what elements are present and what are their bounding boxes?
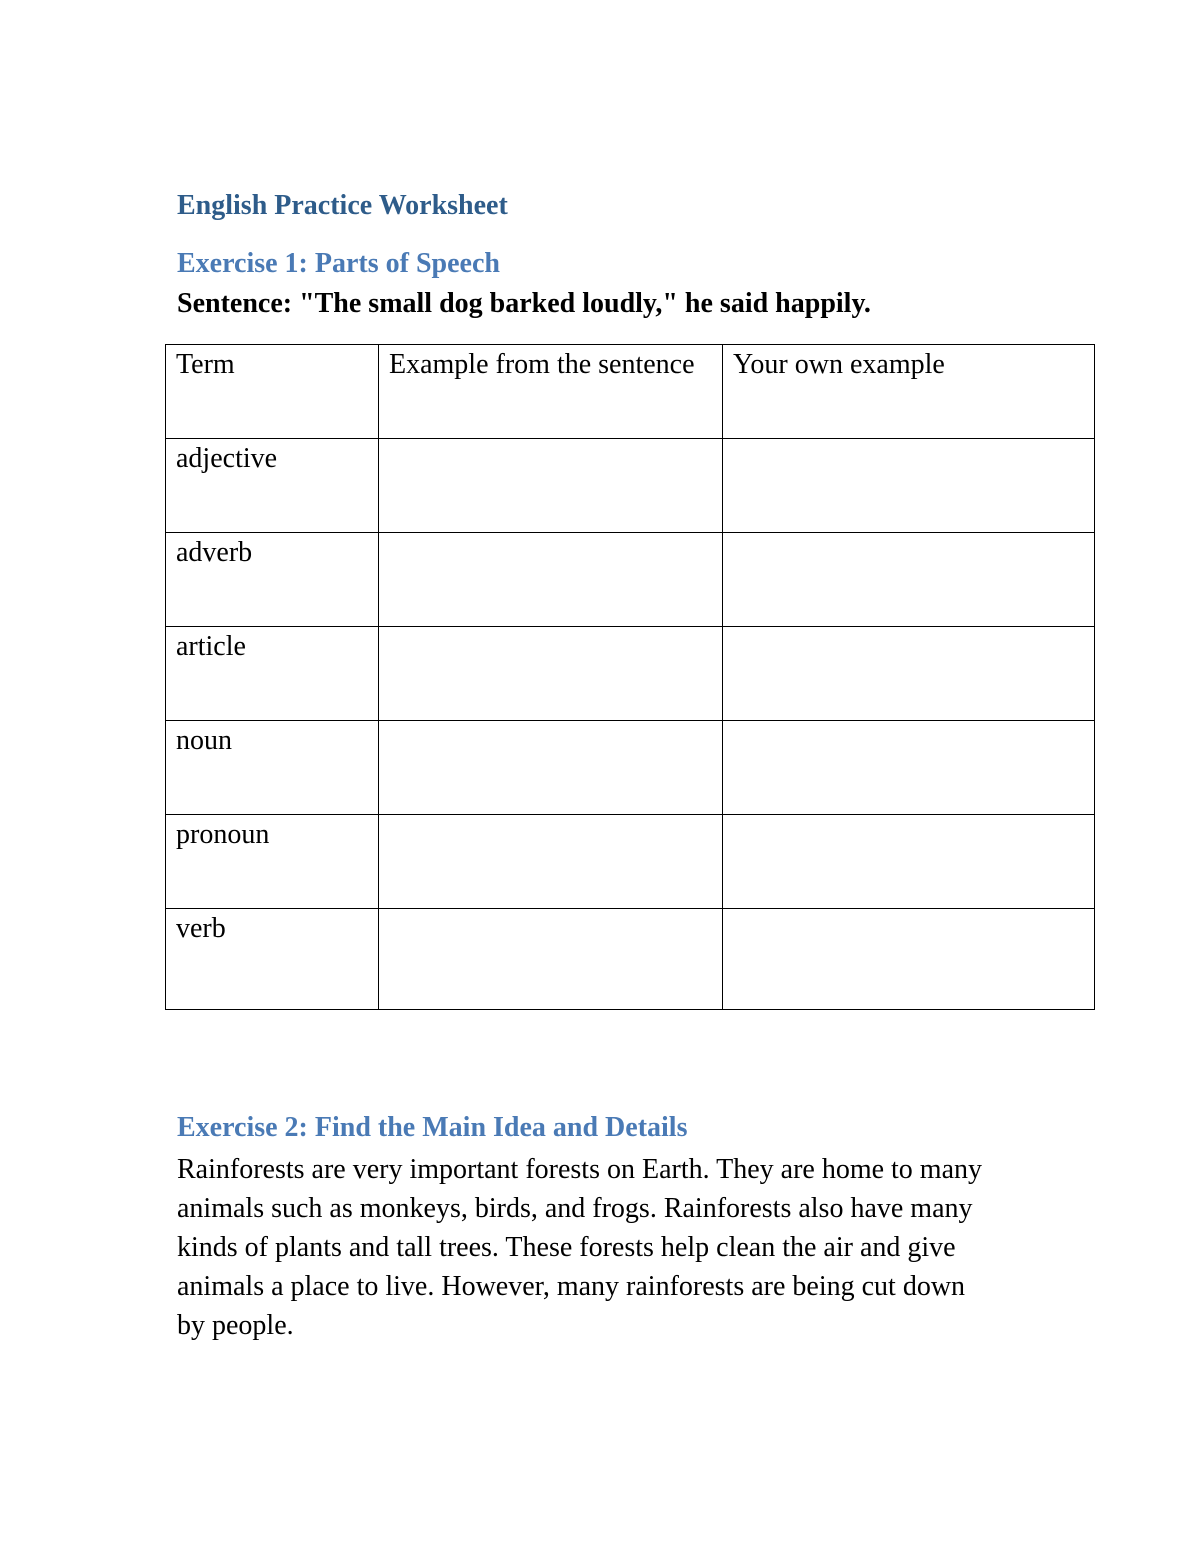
header-example-from-sentence: Example from the sentence	[379, 345, 723, 439]
own-example-cell[interactable]	[723, 815, 1095, 909]
table-row	[166, 721, 1095, 815]
page-title: English Practice Worksheet	[177, 190, 508, 221]
table-row	[166, 439, 1095, 533]
own-example-cell[interactable]	[723, 439, 1095, 533]
term-cell: pronoun	[166, 815, 379, 909]
table-row	[166, 627, 1095, 721]
exercise-1-sentence: Sentence: "The small dog barked loudly," he said happily.	[177, 288, 871, 319]
header-your-own-example: Your own example	[723, 345, 1095, 439]
header-term: Term	[166, 345, 379, 439]
rainforest-passage	[177, 1150, 1037, 1345]
term-cell: article	[166, 627, 379, 721]
exercise-1-heading: Exercise 1: Parts of Speech	[177, 248, 500, 279]
exercise-2-heading: Exercise 2: Find the Main Idea and Details	[177, 1112, 688, 1143]
sentence-example-cell[interactable]	[379, 627, 723, 721]
table-row	[166, 815, 1095, 909]
table-row	[166, 909, 1095, 1010]
term-cell: noun	[166, 721, 379, 815]
term-cell: verb	[166, 909, 379, 1010]
own-example-cell[interactable]	[723, 627, 1095, 721]
table-row	[166, 533, 1095, 627]
sentence-example-cell[interactable]	[379, 439, 723, 533]
sentence-example-cell[interactable]	[379, 909, 723, 1010]
own-example-cell[interactable]	[723, 533, 1095, 627]
table-header-row	[166, 345, 1095, 439]
passage-line: animals a place to live. However, many rainforests are being cut down	[177, 1271, 966, 1302]
parts-of-speech-table	[165, 344, 1095, 1010]
sentence-example-cell[interactable]	[379, 721, 723, 815]
passage-line: kinds of plants and tall trees. These forests help clean the air and give	[177, 1232, 956, 1263]
passage-line: animals such as monkeys, birds, and frogs. Rainforests also have many	[177, 1193, 973, 1224]
sentence-example-cell[interactable]	[379, 533, 723, 627]
sentence-example-cell[interactable]	[379, 815, 723, 909]
own-example-cell[interactable]	[723, 721, 1095, 815]
passage-line: Rainforests are very important forests on Earth. They are home to many	[177, 1154, 983, 1185]
own-example-cell[interactable]	[723, 909, 1095, 1010]
term-cell: adjective	[166, 439, 379, 533]
term-cell: adverb	[166, 533, 379, 627]
passage-line: by people.	[177, 1310, 294, 1341]
